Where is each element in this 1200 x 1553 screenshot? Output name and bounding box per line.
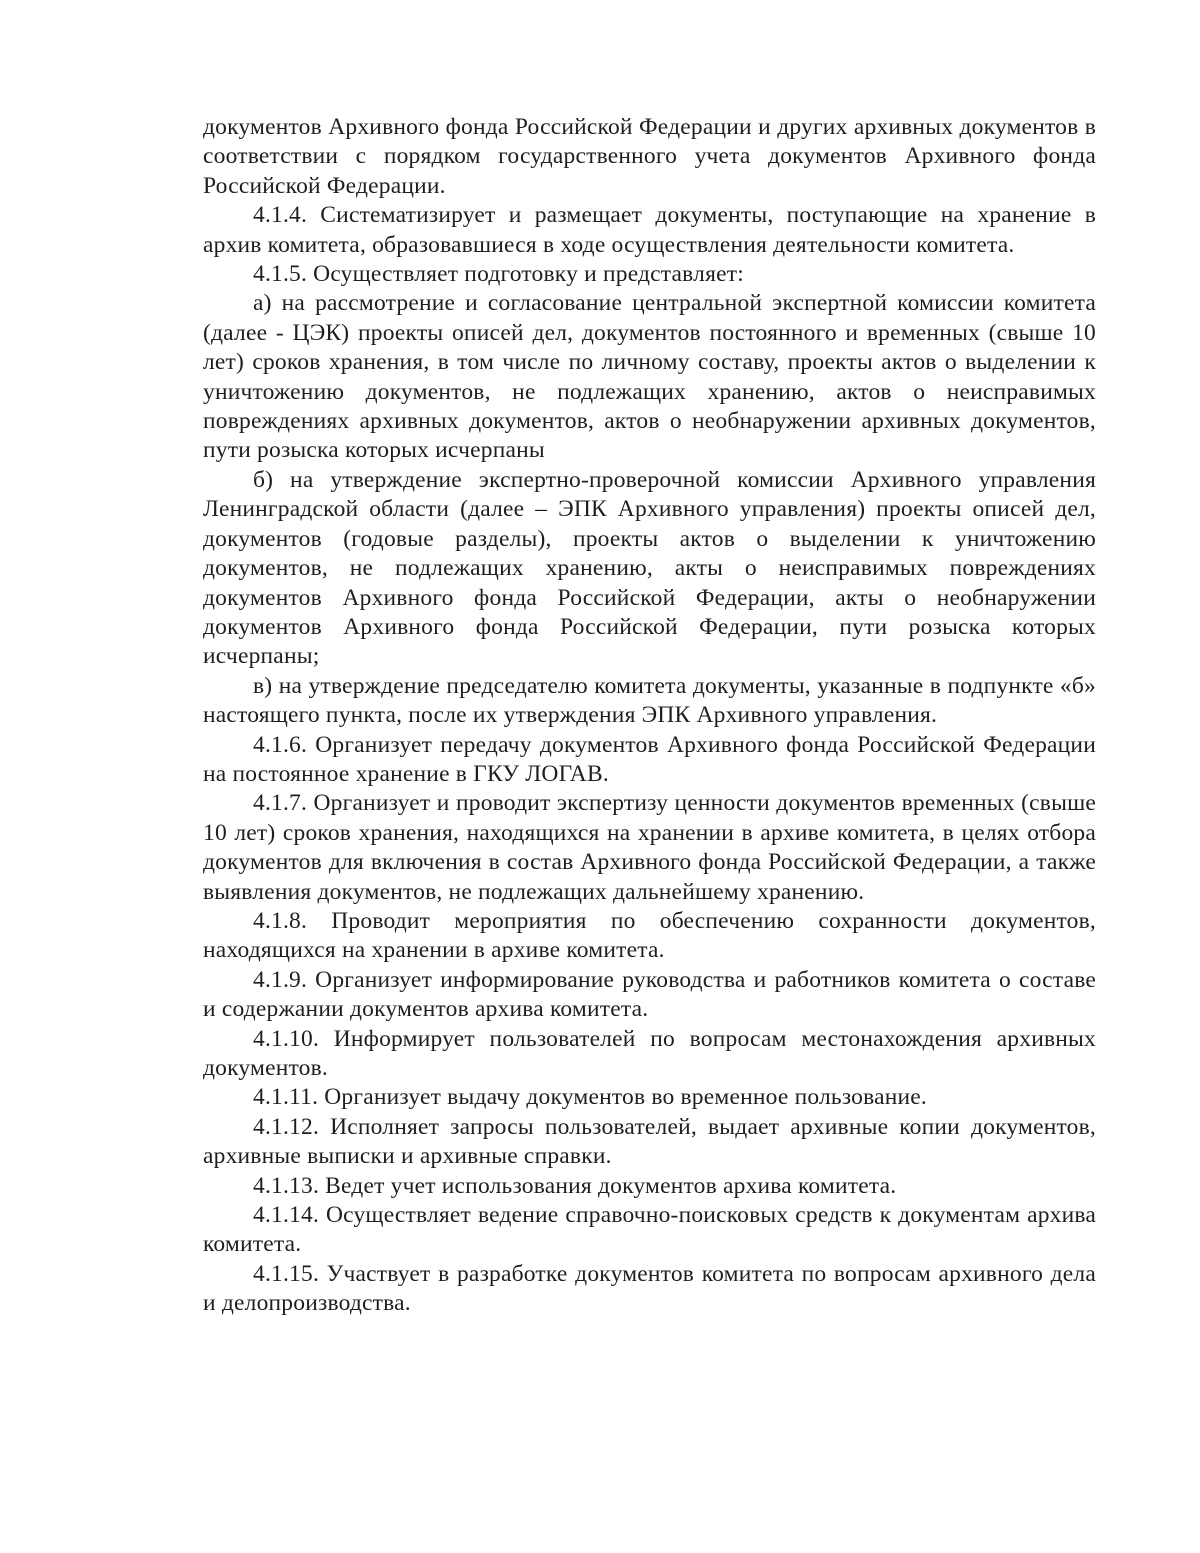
paragraph-4-1-5-b: б) на утверждение экспертно-проверочной комиссии Архивного управления Ленинградской области (далее – ЭПК Архивного управления) проекты описей дел, документов (годовые разделы), проекты актов о выделении к уничтожению документов, не подлежащих хранению, акты о неисправимых повреждениях документов Архивного фонда Российской Федерации, акты о необнаружении документов Архивного фонда Российской Федерации, пути розыска которых исчерпаны;	[203, 466, 1096, 670]
document-body	[203, 113, 1096, 1319]
paragraph-4-1-6: 4.1.6. Организует передачу документов Архивного фонда Российской Федерации на постоянное хранение в ГКУ ЛОГАВ.	[203, 731, 1096, 787]
paragraph-4-1-15: 4.1.15. Участвует в разработке документов комитета по вопросам архивного дела и делопроизводства.	[203, 1260, 1096, 1317]
paragraph-4-1-9: 4.1.9. Организует информирование руководства и работников комитета о составе и содержании документов архива комитета.	[203, 966, 1096, 1023]
paragraph-4-1-14: 4.1.14. Осуществляет ведение справочно-поисковых средств к документам архива комитета.	[203, 1202, 1096, 1258]
paragraph-4-1-5-v: в) на утверждение председателю комитета документы, указанные в подпункте «б» настоящего пункта, после их утверждения ЭПК Архивного управления.	[203, 672, 1096, 729]
paragraph-4-1-5-a: а) на рассмотрение и согласование центральной экспертной комиссии комитета (далее - ЦЭК) проекты описей дел, документов постоянного и временных (свыше 10 лет) сроков хранения, в том числе по личному составу, проекты актов о выделении к уничтожению документов, не подлежащих хранению, актов о неисправимых повреждениях архивных документов, актов о необнаружении архивных документов, пути розыска которых исчерпаны	[203, 290, 1096, 464]
paragraph-4-1-5: 4.1.5. Осуществляет подготовку и представляет:	[253, 261, 744, 288]
paragraph-4-1-4: 4.1.4. Систематизирует и размещает документы, поступающие на хранение в архив комитета, образовавшиеся в ходе осуществления деятельности комитета.	[203, 202, 1096, 258]
paragraph-4-1-8: 4.1.8. Проводит мероприятия по обеспечению сохранности документов, находящихся на хранении в архиве комитета.	[203, 907, 1096, 964]
paragraph-4-1-13: 4.1.13. Ведет учет использования документов архива комитета.	[253, 1172, 897, 1199]
paragraph-4-1-7: 4.1.7. Организует и проводит экспертизу ценности документов временных (свыше 10 лет) сроков хранения, находящихся на хранении в архиве комитета, в целях отбора документов для включения в состав Архивного фонда Российской Федерации, а также выявления документов, не подлежащих дальнейшему хранению.	[203, 790, 1096, 905]
paragraph-4-1-12: 4.1.12. Исполняет запросы пользователей, выдает архивные копии документов, архивные выписки и архивные справки.	[203, 1113, 1096, 1170]
paragraph-4-1-11: 4.1.11. Организует выдачу документов во временное пользование.	[253, 1084, 928, 1111]
paragraph-4-1-10: 4.1.10. Информирует пользователей по вопросам местонахождения архивных документов.	[203, 1025, 1096, 1081]
paragraph-continuation: документов Архивного фонда Российской Федерации и других архивных документов в соответствии с порядком государственного учета документов Архивного фонда Российской Федерации.	[203, 114, 1096, 199]
